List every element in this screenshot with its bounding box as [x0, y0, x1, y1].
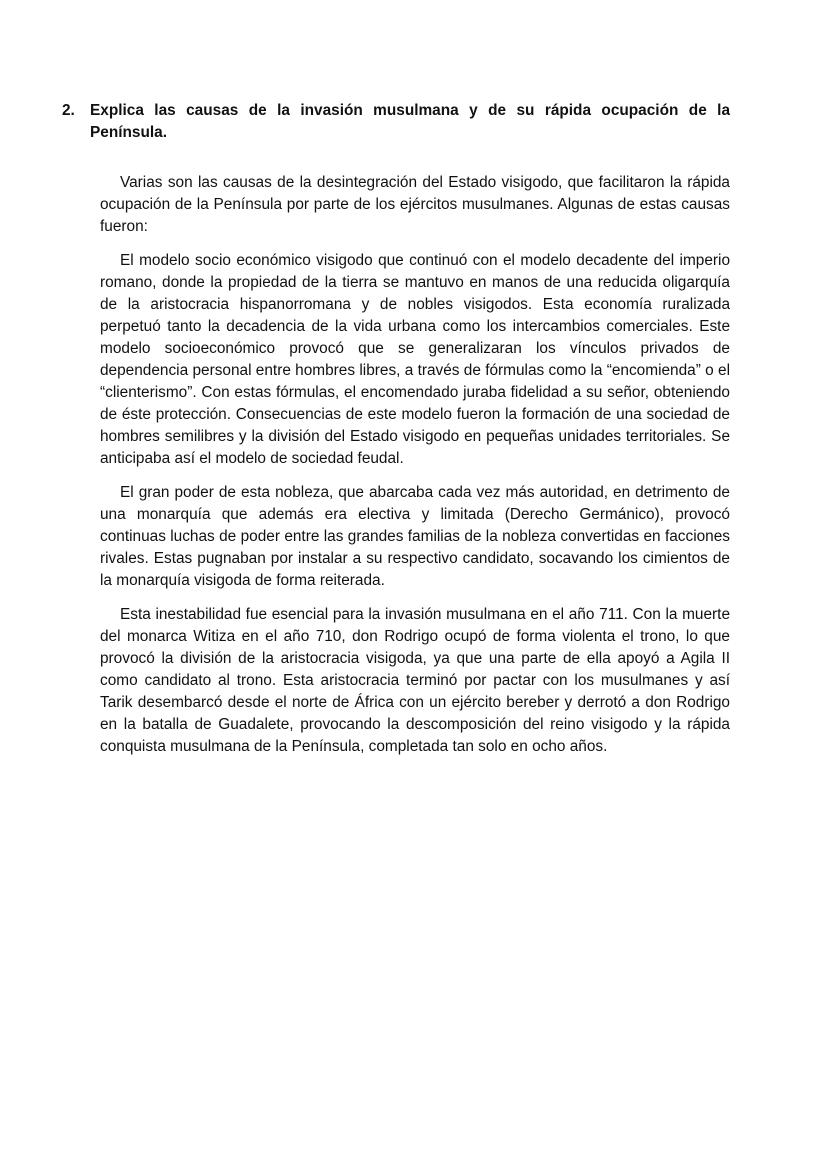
question-number: 2. — [62, 102, 75, 119]
answer-body — [100, 172, 730, 770]
question-heading — [62, 100, 730, 144]
answer-paragraph-socioeconomic: El modelo socio económico visigodo que continuó con el modelo decadente del imperio romano, donde la propiedad de la tierra se mantuvo en manos de una reducida oligarquía de la aristocracia hispanorromana y de nobles visigodos. Esta economía ruralizada perpetuó tanto la decadencia de la vida urbana como los intercambios comerciales. Este modelo socioeconómico provocó que se generalizaran los vínculos privados de dependencia personal entre hombres libres, a través de fórmulas como la “encomienda” o el “clienterismo”. Con estas fórmulas, el encomendado juraba fidelidad a su señor, obteniendo de éste protección. Consecuencias de este modelo fueron la formación de una sociedad de hombres semilibres y la división del Estado visigodo en pequeñas unidades territoriales. Se anticipaba así el modelo de sociedad feudal. — [100, 252, 730, 467]
question-text: Explica las causas de la invasión musulmana y de su rápida ocupación de la Península. — [90, 102, 730, 141]
answer-paragraph-intro: Varias son las causas de la desintegración del Estado visigodo, que facilitaron la rápida ocupación de la Península por parte de los ejércitos musulmanes. Algunas de estas causas fueron: — [100, 174, 730, 235]
answer-paragraph-invasion: Esta inestabilidad fue esencial para la invasión musulmana en el año 711. Con la muerte del monarca Witiza en el año 710, don Rodrigo ocupó de forma violenta el trono, lo que provocó la división de la aristocracia visigoda, ya que una parte de ella apoyó a Agila II como candidato al trono. Esta aristocracia terminó por pactar con los musulmanes y así Tarik desembarcó desde el norte de África con un ejército bereber y derrotó a don Rodrigo en la batalla de Guadalete, provocando la descomposición del reino visigodo y la rápida conquista musulmana de la Península, completada tan solo en ocho años. — [100, 606, 730, 755]
answer-paragraph-nobility: El gran poder de esta nobleza, que abarcaba cada vez más autoridad, en detrimento de una monarquía que además era electiva y limitada (Derecho Germánico), provocó continuas luchas de poder entre las grandes familias de la nobleza convertidas en facciones rivales. Estas pugnaban por instalar a su respectivo candidato, socavando los cimientos de la monarquía visigoda de forma reiterada. — [100, 484, 730, 589]
